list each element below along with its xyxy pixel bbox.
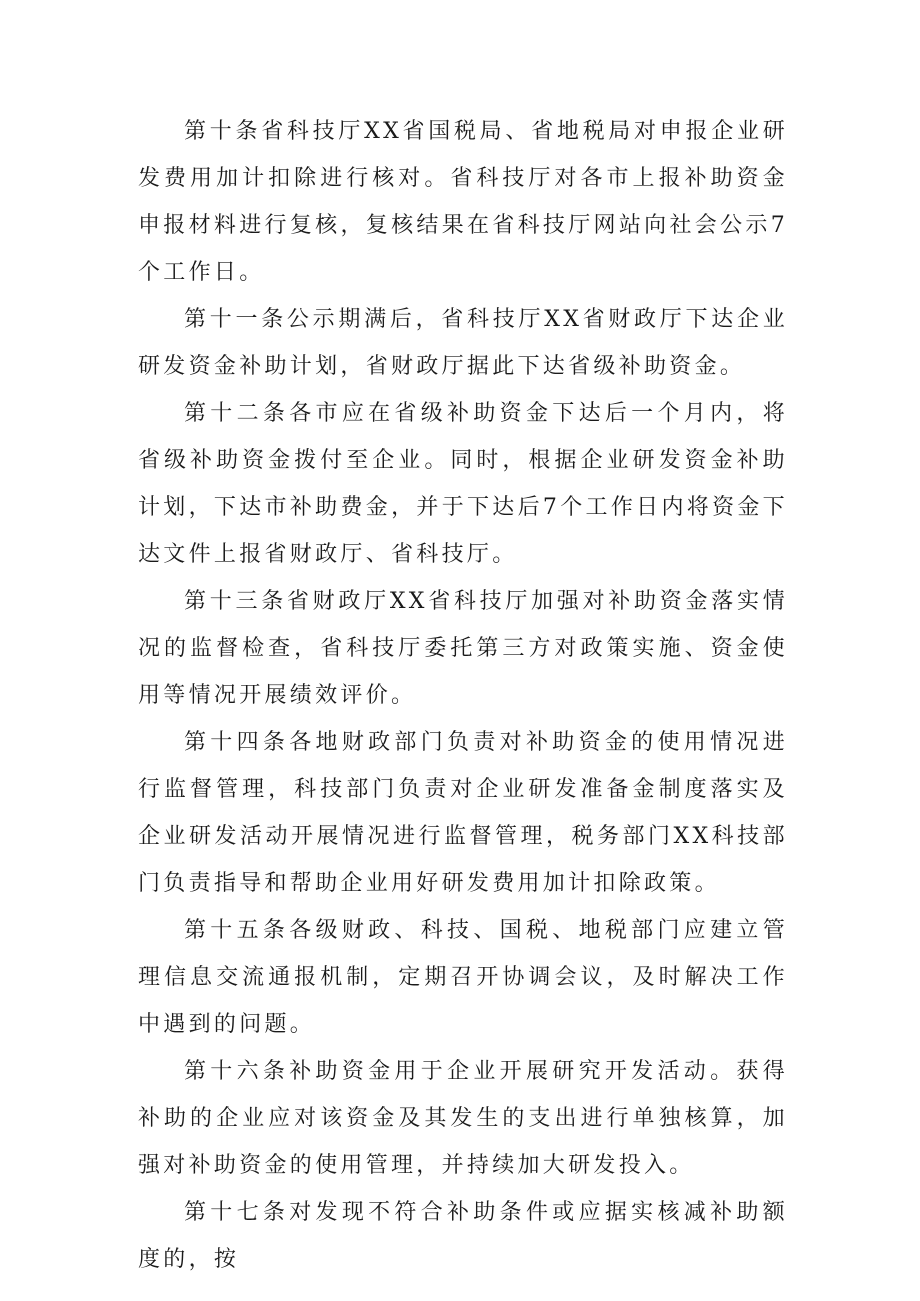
- article-17-paragraph: 第十七条对发现不符合补助条件或应据实核减补助额度的，按: [138, 1200, 788, 1272]
- article-11-paragraph: 第十一条公示期满后，省科技厅XX省财政厅下达企业研发资金补助计划，省财政厅据此下达省级补助资金。: [138, 307, 788, 379]
- article-14-paragraph: 第十四条各地财政部门负责对补助资金的使用情况进行监督管理，科技部门负责对企业研发准备金制度落实及企业研发活动开展情况进行监督管理，税务部门XX科技部门负责指导和帮助企业用好研发费用加计扣除政策。: [138, 730, 788, 896]
- article-15-paragraph: 第十五条各级财政、科技、国税、地税部门应建立管理信息交流通报机制，定期召开协调会议，及时解决工作中遇到的问题。: [138, 918, 788, 1037]
- article-13-paragraph: 第十三条省财政厅XX省科技厅加强对补助资金落实情况的监督检查，省科技厅委托第三方对政策实施、资金使用等情况开展绩效评价。: [138, 589, 788, 708]
- article-10-paragraph: 第十条省科技厅XX省国税局、省地税局对申报企业研发费用加计扣除进行核对。省科技厅对各市上报补助资金申报材料进行复核，复核结果在省科技厅网站向社会公示7个工作日。: [138, 119, 788, 285]
- article-12-paragraph: 第十二条各市应在省级补助资金下达后一个月内，将省级补助资金拨付至企业。同时，根据企业研发资金补助计划，下达市补助费金，并于下达后7个工作日内将资金下达文件上报省财政厅、省科技厅。: [138, 401, 788, 567]
- article-16-paragraph: 第十六条补助资金用于企业开展研究开发活动。获得补助的企业应对该资金及其发生的支出进行单独核算，加强对补助资金的使用管理，并持续加大研发投入。: [138, 1059, 788, 1178]
